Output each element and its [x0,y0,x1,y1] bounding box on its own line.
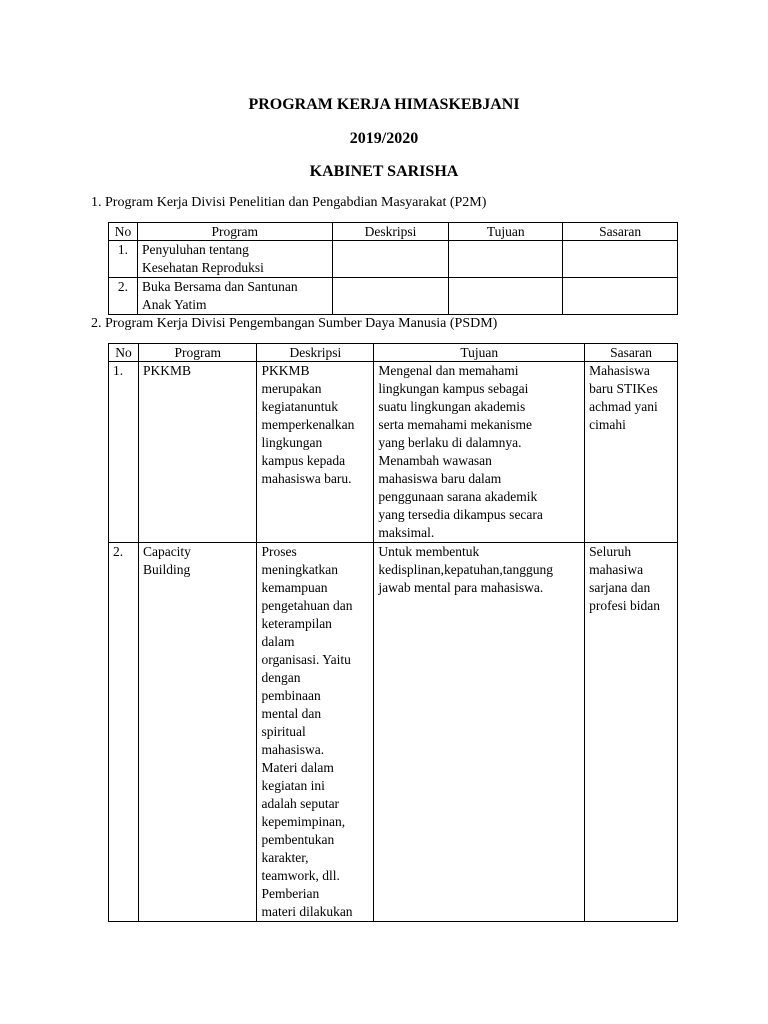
column-header-deskripsi: Deskripsi [257,344,374,362]
p2m-table [108,222,678,315]
table-row [109,362,678,543]
cell-deskripsi: Proses meningkatkan kemampuan pengetahuan dan keterampilan dalam organisasi. Yaitu dengan pembinaan mental dan spiritual mahasiswa. Materi dalam kegiatan ini adalah seputar kepemimpinan, pembentukan karakter, teamwork, dll. Pemberian materi dilakukan [257,543,374,922]
section-heading-p2m: 1. Program Kerja Divisi Penelitian dan Pengabdian Masyarakat (P2M) [91,195,487,210]
column-header-program: Program [138,344,257,362]
column-header-sasaran: Sasaran [563,223,678,241]
cell-sasaran [563,241,678,278]
cell-deskripsi: PKKMB merupakan kegiatanuntuk memperkenalkan lingkungan kampus kepada mahasiswa baru. [257,362,374,543]
cell-no: 2. [109,543,139,922]
cell-no: 1. [109,362,139,543]
table-header-row [109,223,678,241]
cell-program: Capacity Building [138,543,257,922]
cell-no: 2. [109,278,138,315]
column-header-no: No [109,344,139,362]
cell-tujuan [449,278,563,315]
column-header-deskripsi: Deskripsi [332,223,449,241]
psdm-table [108,343,678,922]
column-header-sasaran: Sasaran [585,344,678,362]
cell-deskripsi [332,278,449,315]
table-row [109,278,678,315]
cell-sasaran: Seluruh mahasiwa sarjana dan profesi bidan [585,543,678,922]
document-year: 2019/2020 [349,130,419,147]
document-title: PROGRAM KERJA HIMASKEBJANI [248,96,520,113]
cell-deskripsi [332,241,449,278]
column-header-no: No [109,223,138,241]
table-header-row [109,344,678,362]
cell-program: Penyuluhan tentang Kesehatan Reproduksi [137,241,332,278]
cell-tujuan: Untuk membentuk kedisplinan,kepatuhan,tanggung jawab mental para mahasiswa. [374,543,585,922]
cell-sasaran [563,278,678,315]
cell-program: Buka Bersama dan Santunan Anak Yatim [137,278,332,315]
column-header-tujuan: Tujuan [449,223,563,241]
cell-tujuan: Mengenal dan memahami lingkungan kampus sebagai suatu lingkungan akademis serta memahami mekanisme yang berlaku di dalamnya. Menambah wawasan mahasiswa baru dalam penggunaan sarana akademik yang tersedia dikampus secara maksimal. [374,362,585,543]
cell-no: 1. [109,241,138,278]
column-header-tujuan: Tujuan [374,344,585,362]
cell-program: PKKMB [138,362,257,543]
cell-tujuan [449,241,563,278]
document-cabinet: KABINET SARISHA [309,163,459,180]
cell-sasaran: Mahasiswa baru STIKes achmad yani cimahi [585,362,678,543]
table-row [109,241,678,278]
column-header-program: Program [137,223,332,241]
table-row [109,543,678,922]
section-heading-psdm: 2. Program Kerja Divisi Pengembangan Sumber Daya Manusia (PSDM) [91,316,498,331]
